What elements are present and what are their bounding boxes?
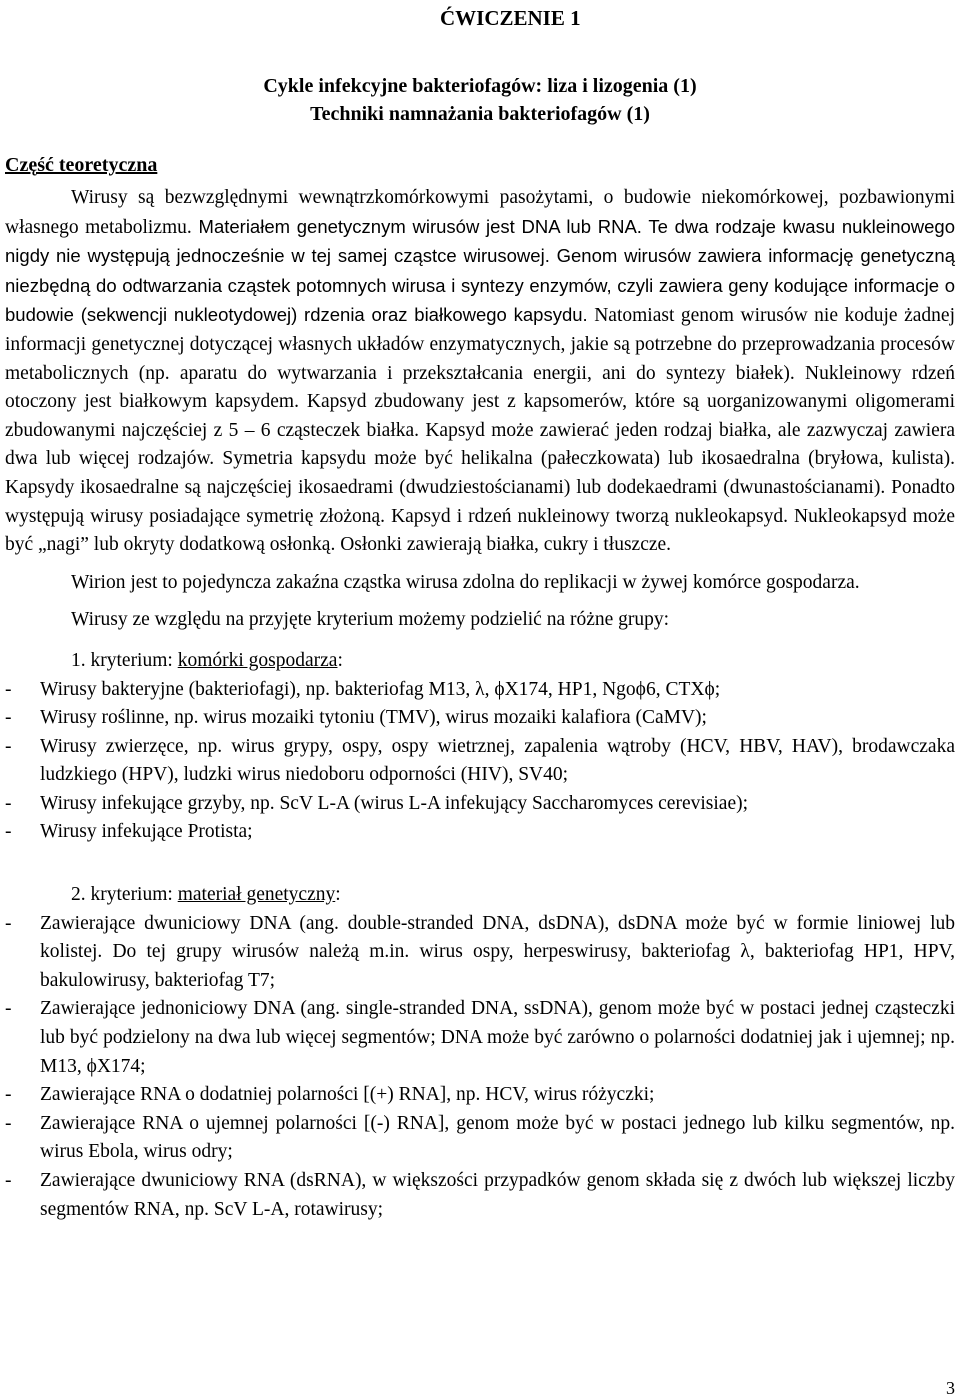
criterion-2-list [5, 910, 955, 1225]
title-block [0, 72, 960, 128]
criterion-1-heading [5, 647, 955, 676]
paragraph-1-part-b: Materiałem genetycznym wirusów jest DNA lub RNA. Te dwa rodzaje kwasu nukleinowego nigdy nie występują jednocześnie w tej samej cząstce wirusowej. Genom wirusów zawiera informację genetyczną niezbędną do odtwarzania cząstek potomnych wirusa i syntezy enzymów, czyli zawiera geny kodujące informacje o budowie (sekwencji nukleotydowej) rdzenia oraz białkowego kapsydu. [5, 215, 955, 326]
list-item: - Zawierające dwuniciowy DNA (ang. double-stranded DNA, dsDNA), dsDNA może być w formie liniowej lub kolistej. Do tej grupy wirusów należą m.in. wirus ospy, herpeswirusy, bakteriofag λ, bakteriofag HP1, HPV, bakulowirusy, bakteriofag T7; [5, 910, 955, 996]
criterion-2-heading [5, 881, 955, 910]
list-item: - Wirusy infekujące grzyby, np. ScV L-A (wirus L-A infekujący Saccharomyces cerevisiae); [5, 790, 955, 819]
exercise-heading: ĆWICZENIE 1 [440, 6, 581, 30]
paragraph-1-part-a: Wirusy są bezwzględnymi wewnątrzkomórkowymi pasożytami, o budowie niekomórkowej, pozbawionymi własnego metabolizmu. [5, 187, 955, 238]
criterion-2-prefix: 2. kryterium: [71, 884, 178, 906]
criterion-1-prefix: 1. kryterium: [71, 649, 178, 671]
list-item: - Wirusy bakteryjne (bakteriofagi), np. bakteriofag M13, λ, ϕX174, HP1, Ngoϕ6, CTXϕ; [5, 676, 955, 705]
list-item: - Wirusy roślinne, np. wirus mozaiki tytoniu (TMV), wirus mozaiki kalafiora (CaMV); [5, 704, 955, 733]
title-line-2: Techniki namnażania bakteriofagów (1) [310, 103, 650, 125]
criterion-2-suffix: : [335, 884, 341, 906]
criterion-2-name: materiał genetyczny [177, 884, 336, 906]
list-item: - Wirusy infekujące Protista; [5, 818, 955, 847]
list-item: - Zawierające jednoniciowy DNA (ang. single-stranded DNA, ssDNA), genom może być w postaci jednej cząsteczki lub być podzielony na dwa lub więcej segmentów; DNA może być zarówno o polarności dodatniej jak i ujemnej; np. M13, ϕX174; [5, 995, 955, 1081]
list-item: - Zawierające RNA o ujemnej polarności [(-) RNA], genom może być w postaci jednego lub kilku segmentów, np. wirus Ebola, wirus odry; [5, 1110, 955, 1167]
spacer [5, 847, 955, 875]
criterion-1-suffix: : [337, 649, 343, 671]
criterion-1-name: komórki gospodarza [177, 649, 338, 671]
paragraph-1-part-c: Natomiast genom wirusów nie koduje żadnej informacji genetycznej dotyczącej własnych układów enzymatycznych, jakie są potrzebne do przeprowadzania procesów metabolicznych (np. aparatu do wytwarzania i przekształcania energii, ani do syntezy białek). Nukleinowy rdzeń otoczony jest białkowym kapsydem. Kapsyd zbudowany jest z kapsomerów, które są uorganizowanymi oligomerami zbudowanymi najczęściej z 5 – 6 cząsteczek białka. Kapsyd może zawierać jeden rodzaj białka, ale zazwyczaj zawiera dwa lub więcej rodzajów. Symetria kapsydu może być helikalna (pałeczkowata) lub ikosaedralna (bryłowa, kulista). Kapsydy ikosaedralne są najczęściej ikosaedrami (dwudziestościanami) lub dodekaedrami (dwunastościanami). Ponadto występują wirusy posiadające symetrię złożoną. Kapsyd i rdzeń nukleinowy tworzą nukleokapsyd. Nukleokapsyd może być „nagi” lub okryty dodatkową osłonką. Osłonki zawierają białka, cukry i tłuszcze. [5, 305, 955, 556]
body-text [5, 184, 955, 1224]
paragraph-1 [5, 184, 955, 560]
section-heading: Część teoretyczna [5, 154, 158, 176]
list-item: - Zawierające RNA o dodatniej polarności [(+) RNA], np. HCV, wirus różyczki; [5, 1081, 955, 1110]
paragraph-3: Wirusy ze względu na przyjęte kryterium możemy podzielić na różne grupy: [71, 609, 670, 631]
criterion-1-list [5, 676, 955, 848]
title-line-1: Cykle infekcyjne bakteriofagów: liza i lizogenia (1) [263, 75, 697, 97]
list-item: - Wirusy zwierzęce, np. wirus grypy, ospy, ospy wietrznej, zapalenia wątroby (HCV, HBV, HAV), brodawczaka ludzkiego (HPV), ludzki wirus niedoboru odporności (HIV), SV40; [5, 733, 955, 790]
page-number: 3 [946, 1378, 955, 1398]
paragraph-2: Wirion jest to pojedyncza zakaźna cząstka wirusa zdolna do replikacji w żywej komórce gospodarza. [71, 571, 860, 593]
list-item: - Zawierające dwuniciowy RNA (dsRNA), w większości przypadków genom składa się z dwóch lub większej liczby segmentów RNA, np. ScV L-A, rotawirusy; [5, 1167, 955, 1224]
